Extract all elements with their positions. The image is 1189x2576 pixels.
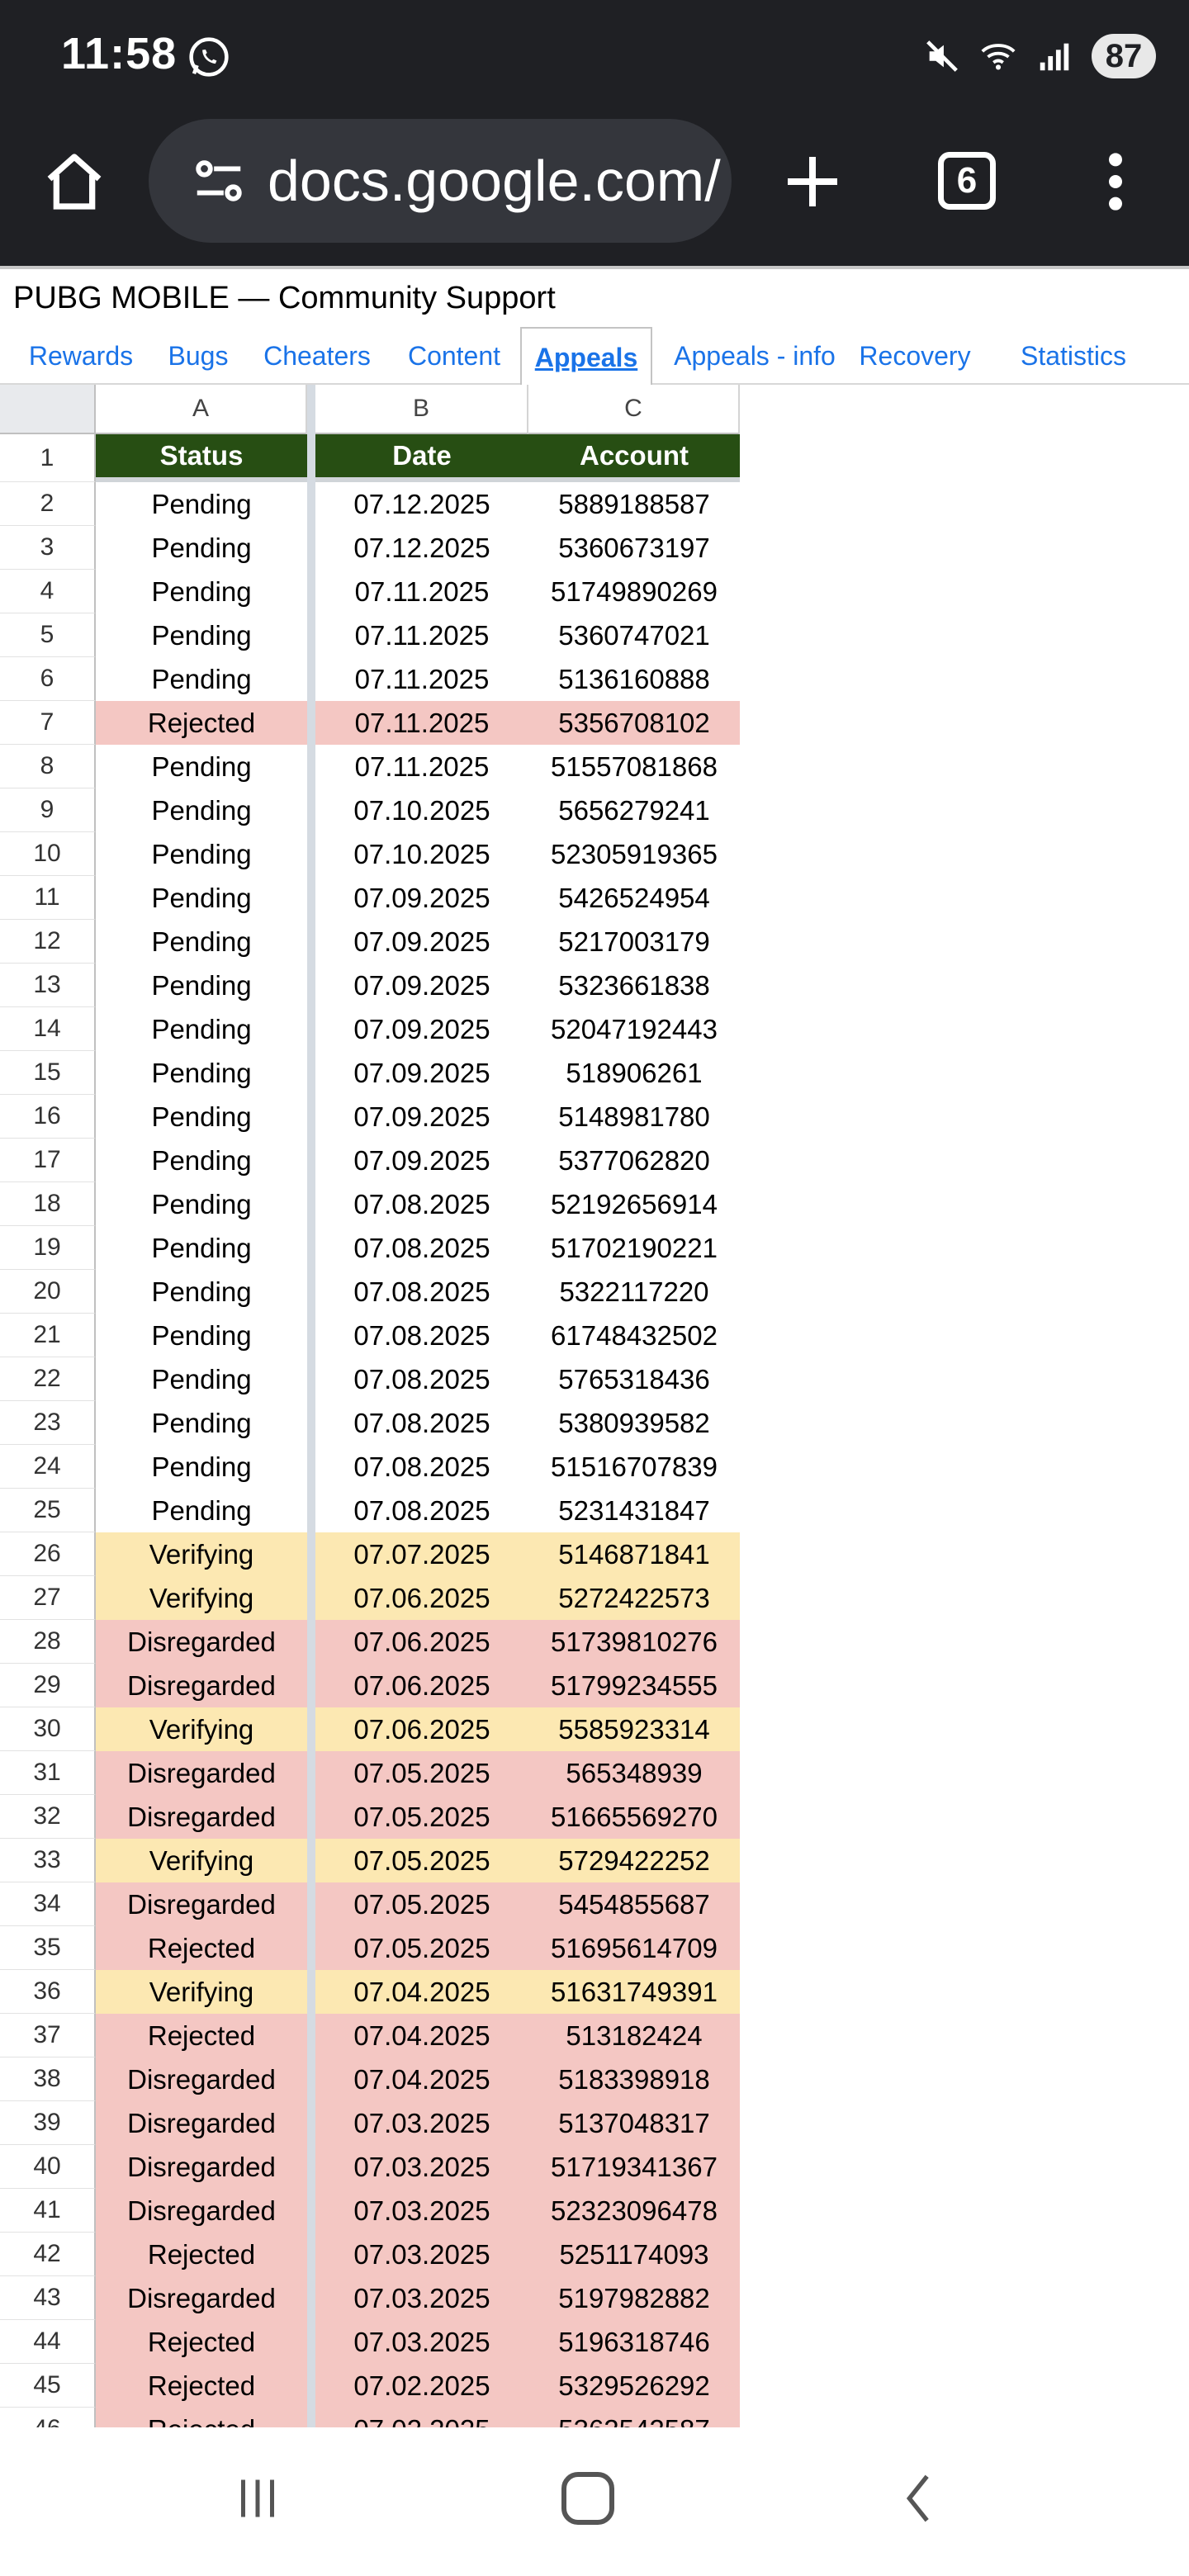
- account-cell[interactable]: 51749890269: [528, 570, 740, 613]
- account-cell[interactable]: 51719341367: [528, 2145, 740, 2189]
- date-cell[interactable]: 07.09.2025: [315, 876, 528, 920]
- status-cell[interactable]: Disregarded: [96, 1751, 307, 1795]
- sheet-tab-recovery[interactable]: Recovery: [859, 340, 971, 371]
- address-bar[interactable]: [149, 119, 732, 243]
- sheet-tab-content[interactable]: Content: [407, 340, 501, 371]
- row-number[interactable]: 14: [0, 1007, 96, 1051]
- url-text[interactable]: docs.google.com/: [268, 149, 721, 213]
- row-number[interactable]: 37: [0, 2014, 96, 2057]
- row-number[interactable]: 39: [0, 2101, 96, 2145]
- status-cell[interactable]: Pending: [96, 1139, 307, 1182]
- whatsapp-icon: [187, 35, 231, 79]
- row-number[interactable]: 27: [0, 1576, 96, 1620]
- table-row: [96, 482, 740, 526]
- row-number[interactable]: 24: [0, 1445, 96, 1489]
- row-number[interactable]: 5: [0, 613, 96, 657]
- table-row: [96, 745, 740, 788]
- status-cell[interactable]: Disregarded: [96, 2101, 307, 2145]
- account-cell[interactable]: 51631749391: [528, 1970, 740, 2014]
- row-number[interactable]: 22: [0, 1357, 96, 1401]
- date-cell[interactable]: 07.09.2025: [315, 1095, 528, 1139]
- status-cell[interactable]: Verifying: [96, 1532, 307, 1576]
- row-number[interactable]: 40: [0, 2145, 96, 2189]
- account-cell[interactable]: 5426524954: [528, 876, 740, 920]
- home-icon[interactable]: [41, 149, 107, 215]
- account-cell[interactable]: 5272422573: [528, 1576, 740, 1620]
- table-row: [96, 1270, 740, 1314]
- date-cell[interactable]: 07.10.2025: [315, 832, 528, 876]
- row-number[interactable]: 30: [0, 1707, 96, 1751]
- table-row: [96, 657, 740, 701]
- date-cell[interactable]: 07.06.2025: [315, 1620, 528, 1664]
- status-cell[interactable]: Disregarded: [96, 2057, 307, 2101]
- row-number[interactable]: 34: [0, 1882, 96, 1926]
- row-number[interactable]: 36: [0, 1970, 96, 2014]
- account-cell[interactable]: 51516707839: [528, 1445, 740, 1489]
- date-cell[interactable]: 07.02.2025: [315, 2364, 528, 2408]
- date-cell[interactable]: 07.08.2025: [315, 1182, 528, 1226]
- account-cell[interactable]: 5183398918: [528, 2057, 740, 2101]
- row-number[interactable]: 19: [0, 1226, 96, 1270]
- row-number[interactable]: 35: [0, 1926, 96, 1970]
- chrome-divider: [0, 266, 1189, 269]
- row-number[interactable]: 29: [0, 1664, 96, 1707]
- date-cell[interactable]: 07.07.2025: [315, 1532, 528, 1576]
- date-cell[interactable]: 07.08.2025: [315, 1226, 528, 1270]
- table-row: [96, 920, 740, 964]
- row-number[interactable]: 23: [0, 1401, 96, 1445]
- sheet-tab-statistics[interactable]: Statistics: [1020, 340, 1127, 371]
- row-number[interactable]: 33: [0, 1839, 96, 1882]
- row-number[interactable]: 4: [0, 570, 96, 613]
- status-icons: [923, 31, 1156, 81]
- date-cell[interactable]: 07.09.2025: [315, 1051, 528, 1095]
- tab-switcher-button[interactable]: 6: [938, 152, 996, 210]
- table-row: [96, 2145, 740, 2189]
- date-cell[interactable]: 07.10.2025: [315, 788, 528, 832]
- more-menu-icon[interactable]: [1095, 149, 1136, 215]
- row-number[interactable]: 28: [0, 1620, 96, 1664]
- status-cell[interactable]: Pending: [96, 526, 307, 570]
- account-cell[interactable]: 5148981780: [528, 1095, 740, 1139]
- account-cell[interactable]: 5197982882: [528, 2276, 740, 2320]
- row-number[interactable]: 9: [0, 788, 96, 832]
- sheet-tab-rewards[interactable]: Rewards: [28, 340, 134, 371]
- status-cell[interactable]: Rejected: [96, 701, 307, 745]
- account-cell[interactable]: 5146871841: [528, 1532, 740, 1576]
- account-cell[interactable]: 61748432502: [528, 1314, 740, 1357]
- account-cell[interactable]: 51665569270: [528, 1795, 740, 1839]
- date-cell[interactable]: 07.03.2025: [315, 2189, 528, 2233]
- row-number-column: [0, 434, 96, 2451]
- browser-toolbar: [0, 116, 1189, 248]
- account-cell[interactable]: 5329526292: [528, 2364, 740, 2408]
- table-row: [96, 1401, 740, 1445]
- row-number[interactable]: 41: [0, 2189, 96, 2233]
- recent-apps-icon[interactable]: [233, 2474, 282, 2523]
- table-row: [96, 526, 740, 570]
- table-row: [96, 1970, 740, 2014]
- table-row: [96, 964, 740, 1007]
- back-icon[interactable]: [900, 2472, 936, 2525]
- table-row: [96, 1926, 740, 1970]
- date-cell[interactable]: 07.12.2025: [315, 482, 528, 526]
- row-number[interactable]: 7: [0, 701, 96, 745]
- table-row: [96, 2057, 740, 2101]
- row-number[interactable]: 42: [0, 2233, 96, 2276]
- status-cell[interactable]: Pending: [96, 613, 307, 657]
- date-cell[interactable]: 07.11.2025: [315, 745, 528, 788]
- row-number[interactable]: 26: [0, 1532, 96, 1576]
- account-cell[interactable]: 5377062820: [528, 1139, 740, 1182]
- date-cell[interactable]: 07.03.2025: [315, 2276, 528, 2320]
- status-cell[interactable]: Rejected: [96, 2014, 307, 2057]
- table-row: [96, 2320, 740, 2364]
- table-row: [96, 832, 740, 876]
- date-cell[interactable]: 07.04.2025: [315, 2057, 528, 2101]
- account-cell[interactable]: 518906261: [528, 1051, 740, 1095]
- date-cell[interactable]: 07.09.2025: [315, 964, 528, 1007]
- table-row: [96, 1314, 740, 1357]
- table-row: [96, 1095, 740, 1139]
- status-time: 11:58: [61, 29, 178, 78]
- column-header-a[interactable]: A: [96, 385, 307, 434]
- status-cell[interactable]: Disregarded: [96, 1620, 307, 1664]
- status-cell[interactable]: Verifying: [96, 1839, 307, 1882]
- site-settings-icon[interactable]: [190, 152, 248, 210]
- table-row: [96, 2364, 740, 2408]
- wifi-icon: [979, 37, 1017, 75]
- table-row: [96, 2233, 740, 2276]
- account-cell[interactable]: 52047192443: [528, 1007, 740, 1051]
- account-cell[interactable]: 51739810276: [528, 1620, 740, 1664]
- account-cell[interactable]: 5231431847: [528, 1489, 740, 1532]
- header-status[interactable]: Status: [96, 434, 307, 482]
- table-row: [96, 1795, 740, 1839]
- date-cell[interactable]: 07.05.2025: [315, 1926, 528, 1970]
- status-cell[interactable]: Pending: [96, 1182, 307, 1226]
- status-cell[interactable]: Disregarded: [96, 2145, 307, 2189]
- row-number[interactable]: 44: [0, 2320, 96, 2364]
- account-cell[interactable]: 5137048317: [528, 2101, 740, 2145]
- row-number[interactable]: 15: [0, 1051, 96, 1095]
- signal-icon: [1035, 37, 1073, 75]
- row-number[interactable]: 45: [0, 2364, 96, 2408]
- row-number[interactable]: 16: [0, 1095, 96, 1139]
- battery-indicator: 87: [1092, 34, 1156, 78]
- status-cell[interactable]: Pending: [96, 1445, 307, 1489]
- account-cell[interactable]: 5196318746: [528, 2320, 740, 2364]
- date-cell[interactable]: 07.09.2025: [315, 1007, 528, 1051]
- row-number[interactable]: 17: [0, 1139, 96, 1182]
- date-cell[interactable]: 07.05.2025: [315, 1795, 528, 1839]
- status-cell[interactable]: Pending: [96, 570, 307, 613]
- status-cell[interactable]: Pending: [96, 964, 307, 1007]
- date-cell[interactable]: 07.11.2025: [315, 570, 528, 613]
- table-row: [96, 788, 740, 832]
- account-cell[interactable]: 52305919365: [528, 832, 740, 876]
- table-row: [96, 1489, 740, 1532]
- account-cell[interactable]: 5765318436: [528, 1357, 740, 1401]
- row-number[interactable]: 43: [0, 2276, 96, 2320]
- date-cell[interactable]: 07.03.2025: [315, 2233, 528, 2276]
- status-cell[interactable]: Pending: [96, 657, 307, 701]
- account-cell[interactable]: 5251174093: [528, 2233, 740, 2276]
- select-all-corner[interactable]: [0, 385, 96, 434]
- table-row: [96, 1707, 740, 1751]
- account-cell[interactable]: 5360673197: [528, 526, 740, 570]
- date-cell[interactable]: 07.05.2025: [315, 1751, 528, 1795]
- row-number[interactable]: 21: [0, 1314, 96, 1357]
- status-cell[interactable]: Pending: [96, 1314, 307, 1357]
- date-cell[interactable]: 07.12.2025: [315, 526, 528, 570]
- row-number[interactable]: 38: [0, 2057, 96, 2101]
- date-cell[interactable]: 07.03.2025: [315, 2320, 528, 2364]
- status-cell[interactable]: Disregarded: [96, 1882, 307, 1926]
- status-cell[interactable]: Pending: [96, 1007, 307, 1051]
- account-cell[interactable]: 5322117220: [528, 1270, 740, 1314]
- status-bar: [0, 0, 1189, 112]
- status-cell[interactable]: Pending: [96, 1401, 307, 1445]
- status-cell[interactable]: Pending: [96, 1095, 307, 1139]
- spreadsheet[interactable]: [0, 385, 1189, 2427]
- table-row: [96, 2014, 740, 2057]
- account-cell[interactable]: 5360747021: [528, 613, 740, 657]
- table-row: [96, 2101, 740, 2145]
- table-row: [96, 613, 740, 657]
- data-grid[interactable]: [96, 434, 740, 2451]
- status-cell[interactable]: Pending: [96, 1226, 307, 1270]
- date-cell[interactable]: 07.08.2025: [315, 1357, 528, 1401]
- column-header-b[interactable]: B: [315, 385, 528, 434]
- date-cell[interactable]: 07.11.2025: [315, 701, 528, 745]
- date-cell[interactable]: 07.09.2025: [315, 920, 528, 964]
- status-cell[interactable]: Disregarded: [96, 2189, 307, 2233]
- status-cell[interactable]: Disregarded: [96, 1664, 307, 1707]
- table-row: [96, 1182, 740, 1226]
- date-cell[interactable]: 07.06.2025: [315, 1664, 528, 1707]
- table-row: [96, 1620, 740, 1664]
- header-account[interactable]: Account: [528, 434, 740, 482]
- table-row: [96, 1751, 740, 1795]
- table-row: [96, 1357, 740, 1401]
- date-cell[interactable]: 07.09.2025: [315, 1139, 528, 1182]
- mute-icon: [923, 37, 961, 75]
- frozen-column-divider[interactable]: [307, 385, 315, 2427]
- date-cell[interactable]: 07.05.2025: [315, 1839, 528, 1882]
- sheet-tab-appeals-info[interactable]: Appeals - info: [674, 340, 836, 371]
- sheet-tab-bugs[interactable]: Bugs: [168, 340, 229, 371]
- date-cell[interactable]: 07.04.2025: [315, 1970, 528, 2014]
- status-cell[interactable]: Pending: [96, 1051, 307, 1095]
- table-row: [96, 570, 740, 613]
- account-cell[interactable]: 51702190221: [528, 1226, 740, 1270]
- table-row: [96, 1664, 740, 1707]
- table-row: [96, 876, 740, 920]
- table-row: [96, 1139, 740, 1182]
- row-number[interactable]: 18: [0, 1182, 96, 1226]
- status-cell[interactable]: Rejected: [96, 1926, 307, 1970]
- table-row: [96, 1576, 740, 1620]
- status-cell[interactable]: Pending: [96, 832, 307, 876]
- sheet-tab-cheaters[interactable]: Cheaters: [263, 340, 371, 371]
- date-cell[interactable]: 07.08.2025: [315, 1445, 528, 1489]
- row-number[interactable]: 10: [0, 832, 96, 876]
- table-row: [96, 2276, 740, 2320]
- status-cell[interactable]: Verifying: [96, 1576, 307, 1620]
- date-cell[interactable]: 07.11.2025: [315, 657, 528, 701]
- row-number[interactable]: 11: [0, 876, 96, 920]
- account-cell[interactable]: 51557081868: [528, 745, 740, 788]
- row-number[interactable]: 3: [0, 526, 96, 570]
- status-cell[interactable]: Rejected: [96, 2364, 307, 2408]
- date-cell[interactable]: 07.04.2025: [315, 2014, 528, 2057]
- table-row: [96, 1007, 740, 1051]
- account-cell[interactable]: 5454855687: [528, 1882, 740, 1926]
- table-row: [96, 1532, 740, 1576]
- account-cell[interactable]: 5323661838: [528, 964, 740, 1007]
- status-cell[interactable]: Pending: [96, 482, 307, 526]
- browser-chrome: [0, 0, 1189, 268]
- status-cell[interactable]: Disregarded: [96, 2276, 307, 2320]
- date-cell[interactable]: 07.03.2025: [315, 2101, 528, 2145]
- row-number[interactable]: 25: [0, 1489, 96, 1532]
- table-row: [96, 1839, 740, 1882]
- account-cell[interactable]: 5656279241: [528, 788, 740, 832]
- status-cell[interactable]: Pending: [96, 876, 307, 920]
- account-cell[interactable]: 5729422252: [528, 1839, 740, 1882]
- table-row: [96, 1882, 740, 1926]
- date-cell[interactable]: 07.03.2025: [315, 2145, 528, 2189]
- sheet-tab-appeals[interactable]: Appeals: [520, 327, 652, 386]
- status-cell[interactable]: Verifying: [96, 1707, 307, 1751]
- table-row: [96, 1226, 740, 1270]
- date-cell[interactable]: 07.05.2025: [315, 1882, 528, 1926]
- status-cell[interactable]: Rejected: [96, 2233, 307, 2276]
- account-cell[interactable]: 565348939: [528, 1751, 740, 1795]
- status-cell[interactable]: Verifying: [96, 1970, 307, 2014]
- table-row: [96, 2189, 740, 2233]
- row-number[interactable]: 1: [0, 434, 96, 482]
- table-row: [96, 1051, 740, 1095]
- account-cell[interactable]: 5585923314: [528, 1707, 740, 1751]
- date-cell[interactable]: 07.11.2025: [315, 613, 528, 657]
- account-cell[interactable]: 51799234555: [528, 1664, 740, 1707]
- sheet-tab-bar: [0, 327, 1189, 385]
- account-cell[interactable]: 5380939582: [528, 1401, 740, 1445]
- document-title: PUBG MOBILE — Community Support: [13, 281, 556, 315]
- account-cell[interactable]: 5356708102: [528, 701, 740, 745]
- date-cell[interactable]: 07.08.2025: [315, 1270, 528, 1314]
- row-number[interactable]: 2: [0, 482, 96, 526]
- column-header-c[interactable]: C: [528, 385, 740, 434]
- date-cell[interactable]: 07.06.2025: [315, 1576, 528, 1620]
- header-date[interactable]: Date: [315, 434, 528, 482]
- status-cell[interactable]: Pending: [96, 920, 307, 964]
- status-cell[interactable]: Disregarded: [96, 1795, 307, 1839]
- header-row: [96, 434, 740, 482]
- new-tab-icon[interactable]: [779, 149, 846, 215]
- account-cell[interactable]: 52323096478: [528, 2189, 740, 2233]
- status-cell[interactable]: Pending: [96, 788, 307, 832]
- status-cell[interactable]: Pending: [96, 1270, 307, 1314]
- row-number[interactable]: 12: [0, 920, 96, 964]
- status-cell[interactable]: Pending: [96, 1357, 307, 1401]
- row-number[interactable]: 20: [0, 1270, 96, 1314]
- date-cell[interactable]: 07.08.2025: [315, 1314, 528, 1357]
- status-cell[interactable]: Rejected: [96, 2320, 307, 2364]
- status-cell[interactable]: Pending: [96, 745, 307, 788]
- account-cell[interactable]: 513182424: [528, 2014, 740, 2057]
- table-row: [96, 1445, 740, 1489]
- status-cell[interactable]: Pending: [96, 1489, 307, 1532]
- account-cell[interactable]: 5889188587: [528, 482, 740, 526]
- row-number[interactable]: 6: [0, 657, 96, 701]
- row-number[interactable]: 13: [0, 964, 96, 1007]
- account-cell[interactable]: 5136160888: [528, 657, 740, 701]
- date-cell[interactable]: 07.06.2025: [315, 1707, 528, 1751]
- account-cell[interactable]: 52192656914: [528, 1182, 740, 1226]
- date-cell[interactable]: 07.08.2025: [315, 1489, 528, 1532]
- table-row: [96, 701, 740, 745]
- row-number[interactable]: 31: [0, 1751, 96, 1795]
- date-cell[interactable]: 07.08.2025: [315, 1401, 528, 1445]
- row-number[interactable]: 8: [0, 745, 96, 788]
- account-cell[interactable]: 5217003179: [528, 920, 740, 964]
- home-nav-icon[interactable]: [561, 2472, 614, 2525]
- system-nav-bar: [0, 2427, 1189, 2576]
- row-number[interactable]: 32: [0, 1795, 96, 1839]
- account-cell[interactable]: 51695614709: [528, 1926, 740, 1970]
